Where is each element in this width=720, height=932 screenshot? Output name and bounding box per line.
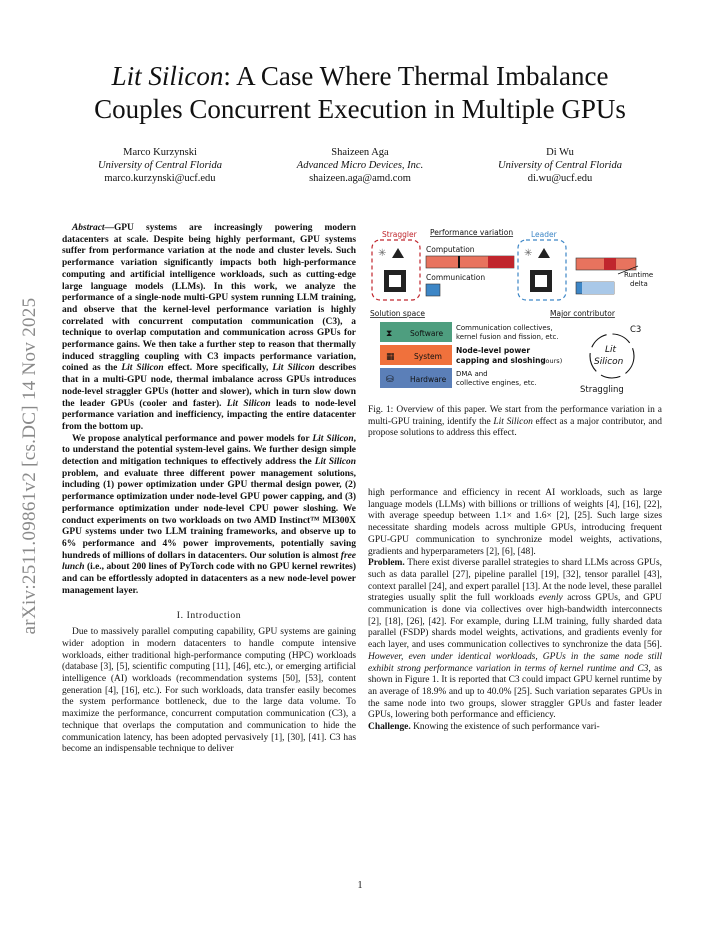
author-name: Shaizeen Aga [331,147,389,158]
software-description: Communication collectives, [456,324,553,332]
warning-icon [392,248,404,258]
caption-label: Fig. 1: [368,405,394,415]
runtime-delta-label: delta [630,280,648,288]
hourglass-icon: ⧗ [386,329,393,339]
intro-paragraph: Due to massively parallel computing capability, GPU systems are gaining wider adoption in modern datacenters to handle compute intensive workloads, either traditional high-performance computing (HPC) workloads (database [3], [5], scientific computing [11], [46], etc.), or emerging artificial intelligence (AI) workloads (recommendation systems [50], [53], content generation [4], [16], etc.). For such workloads, data transfer easily becomes the system performance bottleneck, due to the large data volume. To maximize the performance, concurrent computation communication (C3), a technique that overlaps the computation and communication to hide the communication latency, has been adopted pervasively [1], [30], [41]. C3 has become an indispensable technique to deliver [62,627,356,755]
leader-computation-bar-delay [604,258,616,270]
lit-silicon-term: Lit Silicon [121,363,164,374]
lit-label: Lit [605,345,617,355]
leader-label: Leader [531,230,557,239]
cycle-arrows [590,334,634,378]
lit-silicon-term: Lit Silicon [312,433,354,444]
abstract-label: Abstract [72,223,105,233]
system-label: System [414,352,442,361]
straggler-label: Straggler [382,230,417,239]
lit-silicon-term: Lit Silicon [272,363,315,374]
evenly-term: evenly [538,593,563,604]
problem-text: , as shown in Figure 1. It is reported that C3 could impact GPU kernel runtime by an average of 18.9% and up to 40.0% [25]. Such variation separates GPUs in the same node into two groups, slower straggler GPUs and faster leader GPUs, lowering both performance and efficiency. [368,663,662,721]
caption-text: effect as a major contributor, and propose solutions to address this effect. [368,416,662,439]
abstract-text: problem, and evaluate three different power management solutions, including (1) power optimization under GPU thermal design power, (2) performance optimization under node-level GPU power capping, and (3) performance optimization under node-level CPU power sloshing. We conduct experiments on two workloads on two AMD Instinct™ MI300X GPU systems under two LLM training frameworks, and observe up to 6% performance and 4% power improvements, potentially saving hundreds of millions of dollars in datacenters. Our solution is almost [62,468,356,561]
author-affiliation: Advanced Micro Devices, Inc. [296,160,424,171]
abstract-paragraph-2 [62,434,356,598]
author-affiliation: University of Central Florida [498,160,622,171]
gpu-chip-core [389,275,401,287]
system-description: capping and sloshing [456,356,546,365]
system-description: Node-level power [456,346,531,355]
challenge-paragraph [368,722,662,734]
computation-bar-delay [488,256,514,268]
software-description: kernel fusion and fission, etc. [456,333,559,341]
abstract-text: , to understand the potential system-level gains. We further design simple detection and mitigation techniques to effectively address the [62,433,356,468]
performance-variation-label: Performance variation [430,228,514,237]
left-column [62,223,356,756]
free-lunch-term: free lunch [62,550,356,573]
straggling-label: Straggling [580,385,624,395]
silicon-label: Silicon [594,357,624,367]
challenge-label: Challenge. [368,722,411,733]
title-line2: Couples Concurrent Execution in Multiple GPUs [94,94,626,124]
software-label: Software [410,329,444,338]
author-affiliation: University of Central Florida [98,160,222,171]
major-contributor-label: Major contributor [550,309,615,318]
author-1 [60,146,260,185]
bar-divider [458,256,460,268]
leader-communication-bar-wait [582,282,614,294]
database-icon: ⛁ [386,375,394,385]
runtime-delta-label: Runtime [624,271,654,279]
lit-silicon-term: Lit Silicon [226,398,271,409]
ours-label: (ours) [543,357,563,365]
author-name: Marco Kurzynski [123,147,197,158]
caption-text: Overview of this paper. We start from the performance variation in a multi-GPU training, identify the [368,405,662,427]
fan-icon: ✳ [378,248,387,259]
abstract-paragraph-1 [62,223,356,434]
communication-bar [426,284,440,296]
title-line1: : A Case Where Thermal Imbalance [223,61,609,91]
lit-silicon-term: Lit Silicon [493,416,533,427]
problem-paragraph [368,558,662,722]
fan-icon: ✳ [524,248,533,259]
figure-1 [368,226,662,398]
abstract-text: We propose analytical performance and power models for [72,433,313,444]
paper-title [60,60,660,126]
problem-emphasis: However, even under identical workloads, GPUs in the same node still exhibit strong performance variation in terms of kernel runtime and C3 [368,651,662,674]
solution-space-label: Solution space [370,309,425,318]
gpu-chip-core [535,275,547,287]
abstract-text: —GPU systems are increasingly powering modern datacenters at scale. Despite being highly performant, GPU systems suffer from performance variation at the node and cluster levels. Such performance variation significantly impacts both high-performance computing and artificial intelligence workloads, such as cutting-edge large language models (LLMs). In this work, we analyze the performance of a single-node multi-GPU system running LLM training, and observe that the kernel-level performance variation is highly correlated with concurrent computation communication (C3), a technique to overlap computation and communication across GPUs for performance gains. We then take a further step to reason that thermally induced straggling coupling with C3 impacts performance variation, coined as the [62,223,356,374]
intro-paragraph: high performance and efficiency in recent AI workloads, such as large language models (LLMs) with billions or trillions of weights [4], [16], [22], with average speedup between 1.1× and 1.6× [2], [25]. Such large sizes necessitate sharding models across multiple GPUs, introducing frequent GPU-GPU communication to synchronize model weights, activations, gradients and hyperparameters [2], [6], [48]. [368,488,662,557]
abstract-text: effect. More specifically, [163,363,273,374]
hardware-description: collective engines, etc. [456,379,537,387]
page-number: 1 [357,880,363,891]
abstract-text: leads to node-level performance variation and inefficiency, impacting the entire datacenter from the bottom up. [62,398,357,432]
author-email: shaizeen.aga@amd.com [309,173,411,184]
title-italic: Lit Silicon [111,61,224,91]
overview-diagram [368,226,662,398]
system-icon: ▦ [386,352,395,362]
hardware-description: DMA and [456,370,488,378]
c3-label: C3 [630,325,642,335]
challenge-text: Knowing the existence of such performance vari- [410,722,600,733]
problem-text: There exist diverse parallel strategies to shard LLMs across GPUs, such as data parallel [27], pipeline parallel [19], [32], tensor parallel [43], context parallel [24], and expert parallel [13]. At the node level, these parallel strategies usually split the full workloads [368,558,662,604]
arxiv-identifier: arXiv:2511.09861v2 [cs.DC] 14 Nov 2025 [19,297,40,635]
abstract-text: (i.e., about 200 lines of PyTorch code with no GPU kernel rewrites) and can be effortlessly adopted in datacenters as a new node-level power management layer. [62,562,356,596]
author-email: di.wu@ucf.edu [527,173,593,184]
warning-icon [538,248,550,258]
right-column [368,488,662,734]
abstract-text: describes that in a multi-GPU node, thermal imbalance across GPUs introduces node-level straggler GPUs (hotter and slower), which in turn slow down the leader GPUs (cooler and faster). [62,363,357,409]
author-3 [460,146,660,185]
author-email: marco.kurzynski@ucf.edu [104,173,216,184]
author-2 [260,146,460,185]
hardware-label: Hardware [410,375,447,384]
lit-silicon-term: Lit Silicon [314,457,357,468]
problem-text: across GPUs, and GPU communication is done via collectives over high-bandwidth interconnects [2], [18], [26], [42]. For example, during LLM training, fully sharded data parallel (FSDP) shards model weights, activations, and gradients evenly for each layer, and uses communication collectives to synchronize the data [56]. [368,593,662,651]
section-heading: I. Introduction [176,609,242,621]
author-name: Di Wu [546,147,574,158]
computation-label: Computation [426,245,475,254]
figure-caption [368,405,662,440]
problem-label: Problem. [368,558,405,569]
communication-label: Communication [426,273,486,282]
